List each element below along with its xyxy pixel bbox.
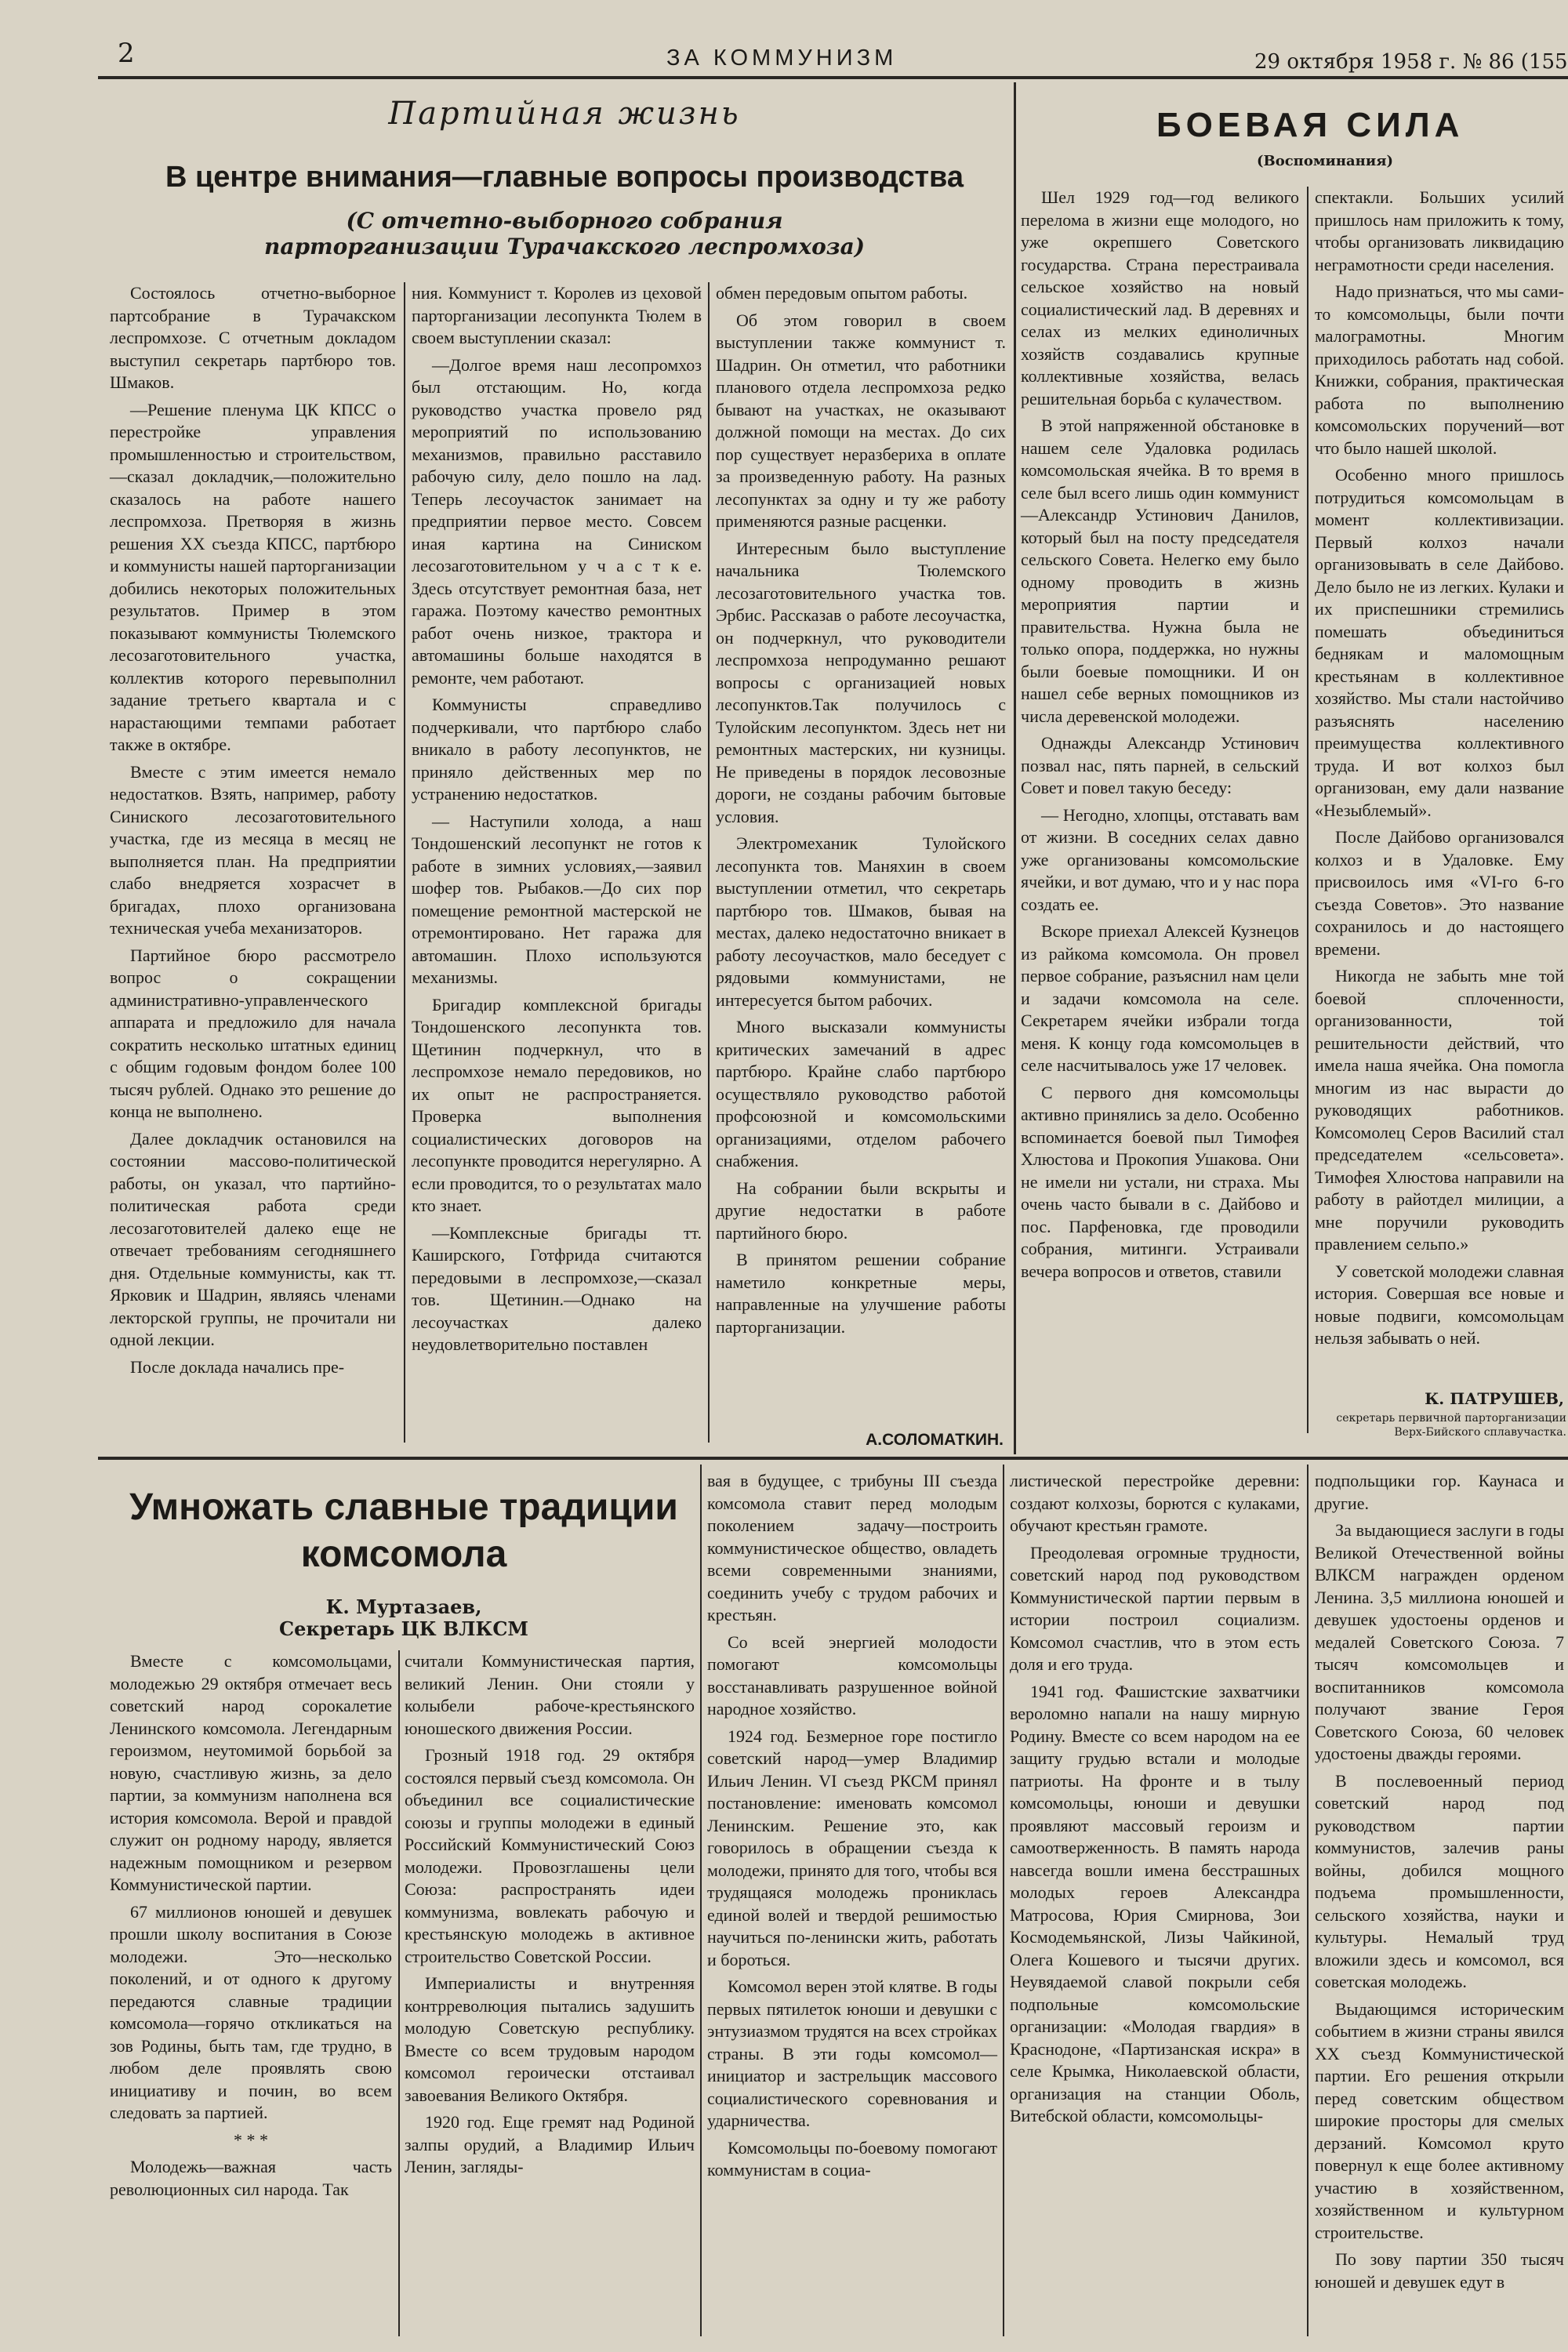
paragraph: —Комплексные бригады тт. Каширского, Готфрида считаются передовыми в леспромхозе,—сказал тов. Щетинин.—Однако на лесоучастках далеко неудовлетворительно поставлен [412,1222,702,1354]
paragraph: Состоялось отчетно-выборное партсобрание в Турачакском леспромхозе. С отчетным докладом выступил секретарь партбюро тов. Шмаков. [110,283,396,392]
rubric: Партийная жизнь [388,96,741,132]
paragraph: В этой напряженной обстановке в нашем селе Удаловка родилась комсомольская ячейка. В то время в селе был всего лишь один коммунист—Александр Устинович Данилов, который был на посту председателя сельского Совета. Нелегко ему было одному проводить в жизнь мероприятия партии и правительства. Нужна была не только опора, поддержка, но нужны были боевые помощники. И он нашел себе верных помощников из числа деревенской молодежи. [1021,416,1299,726]
section-rule [98,1457,1568,1460]
paragraph: Интересным было выступление начальника Тюлемского лесозаготовительного участка тов. Эрбис. Рассказав о работе лесоучастка, он подчеркнул, что руководители леспромхоза непродуманно решают вопросы с организацией новых лесопунктов.Так получилось с Тулойским лесопунктом. Здесь нет ни ремонтных мастерских, ни кузницы. Не приведены в порядок лесовозные дороги, не созданы рабочим бытовые условия. [716,538,1006,826]
paragraph: Никогда не забыть мне той боевой сплоченности, организованности, той решительности действий, что имела наша ячейка. Она помогла многим из нас вырасти до руководящих работников. Комсомолец Серов Василий стал председателем «сельсовета». Тимофея Хлюстова направили на работу в райотдел милиции, а мне поручили руководить правлением сельпо.» [1315,966,1564,1254]
paragraph: Об этом говорил в своем выступлении также коммунист т. Шадрин. Он отметил, что работники планового отдела леспромхоза редко бывают на участках, не оказывают должной помощи на местах. До сих пор существует неразбериха в оплате за произведенную работу. На разных лесопунктах за одну и ту же работу применяются разные расценки. [716,310,1006,531]
paragraph: — Негодно, хлопцы, отставать вам от жизни. В соседних селах давно уже организованы комсомольские ячейки, и вот думаю, что и у нас пора создать ее. [1021,804,1299,914]
paragraph: Комсомол верен этой клятве. В годы первых пятилеток юноши и девушки с энтузиазмом трудятся на всех стройках страны. В эти годы комсомол—инициатор и застрельщик массового социалистического соревнования и ударничества. [707,1976,997,2130]
paragraph: 67 миллионов юношей и девушек прошли школу воспитания в Союзе молодежи. Это—несколько поколений, и от одного к другому передаются славные традиции комсомола—горячо откликаться на зов Родины, быть там, где трудно, в любом деле проявлять свою инициативу и почин, во всем следовать за партией. [110,1901,392,2122]
column-rule [708,282,710,1443]
paragraph: 1920 год. Еще гремят над Родиной залпы орудий, а Владимир Ильич Ленин, загляды- [405,2112,695,2176]
column-rule [1307,1465,1308,2336]
bottom-column-4 [1010,1470,1300,2132]
memoir-headline: БОЕВАЯ СИЛА [1156,106,1465,144]
paragraph: Однажды Александр Устинович позвал нас, пять парней, в сельский Совет и повел такую беседу: [1021,733,1299,797]
issue-date: 29 октября 1958 г. № 86 (155 [1254,50,1568,74]
paragraph: С первого дня комсомольцы активно принялись за дело. Особенно вспоминается боевой пыл Тимофея Хлюстова и Прокопия Ушакова. Они не имели ни устали, ни страха. Мы очень часто бывали в с. Дайбово и пос. Парфеновка, где проводили собрания, митинги. Устраивали вечера вопросов и ответов, ставили [1021,1082,1299,1281]
bottom-column-5 [1315,1470,1564,2340]
column-rule [404,282,405,1443]
paragraph: В принятом решении собрание наметило конкретные меры, направленные на улучшение работы парторганизации. [716,1250,1006,1337]
paragraph: ния. Коммунист т. Королев из цеховой парторганизации лесопункта Тюлем в своем выступлении сказал: [412,283,702,347]
bottom-column-2 [405,1650,695,2183]
author-name: К. Муртазаев, [325,1595,482,1618]
paragraph: Преодолевая огромные трудности, советский народ под руководством Коммунистической партии первым в истории построил социализм. Комсомол счастлив, что в этом есть доля и его труда. [1010,1542,1300,1674]
separator: * * * [234,2129,268,2150]
paragraph: После Дайбово организовался колхоз и в Удаловке. Ему присвоилось имя «VI-го 6-го съезда Советов». Это название сохранилось и до настоящего времени. [1315,827,1564,959]
paragraph: В послевоенный период советский народ под руководством партии коммунистов, залечив раны войны, добился мощного подъема промышленности, сельского хозяйства, науки и культуры. Немалый труд вложили здесь и комсомол, вся советская молодежь. [1315,1770,1564,1991]
article-column-2 [412,282,702,1361]
paragraph: спектакли. Больших усилий пришлось нам приложить к тому, чтобы организовать ликвидацию неграмотности среди населения. [1315,187,1564,274]
paragraph: обмен передовым опытом работы. [716,283,968,303]
page-number: 2 [118,38,135,69]
paragraph: 1924 год. Безмерное горе постигло советский народ—умер Владимир Ильич Ленин. VI съезд РКСМ принял постановление: именовать комсомол Ленинским. Решение это, как говорилось в обращении съезда к молодежи, принято для того, чтобы вся трудящаяся молодежь прониклась единой волей и твердой решимостью научиться по-ленински жить, работать и бороться. [707,1726,997,1969]
paragraph: Шел 1929 год—год великого перелома в жизни еще молодого, но уже окрепшего Советского государства. Страна перестраивала сельское хозяйство на новый социалистический лад. В деревнях и селах из мелких единоличных хозяйств создавались крупные коллективные хозяйства, велась решительная борьба с кулачеством. [1021,187,1299,408]
paragraph: Молодежь—важная часть революционных сил народа. Так [110,2157,392,2199]
paragraph: 1941 год. Фашистские захватчики вероломно напали на нашу мирную Родину. Вместе со всем народом на ее защиту грудью встали и молодые патриоты. На фронте и в тылу комсомольцы, юноши и девушки проявляют массовый героизм и самоотверженность. В память народа навсегда вошли имена бесстрашных молодых героев Александра Матросова, Юрия Смирнова, Зои Космодемьянской, Лизы Чайкиной, Олега Кошевого и тысячи других. Неувядаемой славой покрыли себя подпольные комсомольские организации: «Молодая гвардия» в Краснодоне, «Партизанская искра» в селе Крымка, Николаевской области, организация на станции Оболь, Витебской области, комсомольцы- [1010,1681,1300,2125]
paragraph: Комсомольцы по-боевому помогают коммунистам в социа- [707,2137,997,2180]
paragraph: вая в будущее, с трибуны III съезда комсомола ставит перед молодым поколением задачу—построить коммунистическое общество, овладеть всеми современными знаниями, соединить учебу с трудом рабочих и крестьян. [707,1471,997,1624]
paragraph: На собрании были вскрыты и другие недостатки в работе партийного бюро. [716,1178,1006,1243]
article-signature: А.СОЛОМАТКИН. [866,1431,1004,1449]
memoir-subheadline: (Воспоминания) [1256,153,1394,169]
paragraph: Со всей энергией молодости помогают комсомольцы восстанавливать разрушенное войной народное хозяйство. [707,1632,997,1719]
paragraph: Электромеханик Тулойского лесопункта тов. Маняхин в своем выступлении отметил, что секретарь партбюро тов. Шмаков, бывая на местах, далеко недостаточно вникает в работу лесоучастков, мало беседует с рядовыми коммунистами, не интересуется бытом рабочих. [716,833,1006,1010]
bottom-column-3 [707,1470,997,2187]
paragraph: —Долгое время наш лесопромхоз был отстающим. Но, когда руководство участка провело ряд мероприятий по использованию механизмов, правильно расставило рабочую силу, дело пошло на лад. Теперь лесоучасток занимает на предприятии первое место. Совсем иная картина на Синиском лесозаготовительном у ч а с т к е. Здесь отсутствует ремонтная база, нет гаража. Поэтому качество ремонтных работ очень низкое, трактора и автомашины больше находятся в ремонте, чем работают. [412,354,702,688]
paragraph: — Наступили холода, а наш Тондошенский лесопункт не готов к работе в зимних условиях,—заявил шофер тов. Рыбаков.—До сих пор помещение ремонтной мастерской не отремонтировано. Нет гаража для автомашин. Плохо используются механизмы. [412,811,702,987]
paragraph: Вместе с комсомольцами, молодежью 29 октября отмечает весь советский народ сорокалетие Ленинского комсомола. Легендарным героизмом, неутомимой борьбой за новую, счастливую жизнь, за дело партии, за коммунизм наполнена вся история комсомола. Верой и правдой служит он родному народу, является надежным помощником и резервом Коммунистической партии. [110,1651,392,1894]
paragraph: У советской молодежи славная история. Совершая все новые и новые подвиги, комсомольцам нельзя забывать о ней. [1315,1261,1564,1348]
author-title: Секретарь ЦК ВЛКСМ [279,1617,528,1640]
bottom-column-1 [110,1650,392,2205]
paragraph: За выдающиеся заслуги в годы Великой Отечественной войны ВЛКСМ награжден орденом Ленина. 3,5 миллиона юношей и девушек удостоены орденов и медалей Советского Союза. 7 тысяч комсомольцев и воспитанников комсомола получают звание Героя Советского Союза, 60 человек удостоены дважды героями. [1315,1520,1564,1763]
paragraph: Империалисты и внутренняя контрреволюция пытались задушить молодую Советскую республику. Вместе со всем трудовым народом комсомол героически отстаивал завоевания Великого Октября. [405,1973,695,2105]
section-divider [1014,82,1016,1454]
paragraph: подпольщики гор. Каунаса и другие. [1315,1471,1564,1513]
paragraph: Вскоре приехал Алексей Кузнецов из райкома комсомола. Он провел первое собрание, разъяснил нам цели и задачи комсомола на селе. Секретарем ячейки избрали тогда меня. К концу года комсомольцев в селе насчитывалось уже 17 человек. [1021,921,1299,1075]
paragraph: листической перестройке деревни: создают колхозы, борются с кулаками, обучают крестьян грамоте. [1010,1471,1300,1535]
paragraph: Партийное бюро рассмотрело вопрос о сокращении административно-управленческого аппарата и предложило для начала сократить несколько штатных единиц с общим годовым фондом более 100 тысяч рублей. Однако это решение до конца не выполнено. [110,945,396,1121]
column-rule [700,1465,702,2336]
column-rule [1307,187,1308,1433]
bottom-headline-line-2: комсомола [300,1534,507,1575]
article-column-3 [716,282,1006,1343]
paragraph: Коммунисты справедливо подчеркивали, что партбюро слабо вникало в работу лесопунктов, не приняло действенных мер по устранению недостатков. [412,695,702,804]
newspaper-title: ЗА КОММУНИЗМ [666,45,898,71]
paragraph: По зову партии 350 тысяч юношей и девушек едут в [1315,2249,1564,2292]
paragraph: —Решение пленума ЦК КПСС о перестройке управления промышленностью и строительством,—сказал докладчик,—положительно сказалось на работе нашего леспромхоза. Претворяя в жизнь решения XX съезда КПСС, партбюро и коммунисты нашей парторганизации добились некоторых положительных результатов. Пример в этом показывают коммунисты Тюлемского лесозаготовительного участка, коллектив которого перевыполнил задание третьего квартала и с нарастающими темпами работает также в октябре. [110,399,396,754]
memoir-signature: К. ПАТРУШЕВ, [1425,1389,1564,1408]
article-column-1 [110,282,396,1383]
bottom-headline-line-1: Умножать славные традиции [129,1486,678,1528]
memoir-column-1 [1021,187,1299,1287]
paragraph: Много высказали коммунисты критических замечаний в адрес партбюро. Крайне слабо партбюро осуществляло руководство работой профсоюзной и комсомольскими организациями, отделом рабочего снабжения. [716,1017,1006,1171]
paragraph: Особенно много пришлось потрудиться комсомольцам в момент коллективизации. Первый колхоз начали организовывать в селе Дайбово. Дело было не из легких. Кулаки и их приспешники стремились помешать объединиться беднякам и маломощным крестьянам в коллективное хозяйство. Мы стали настойчиво разъяснять населению преимущества коллективного труда. И вот колхоз был организован, ему дали название «Незыблемый». [1315,465,1564,820]
paragraph: Бригадир комплексной бригады Тондошенского лесопункта тов. Щетинин подчеркнул, что в леспромхозе немало передовиков, но их опыт не распространяется. Проверка выполнения социалистических договоров на лесопункте проводится нерегулярно. А если проводится, то о результатах мало кто знает. [412,994,702,1215]
column-rule [398,1650,400,2336]
article-subheadline: (С отчетно-выборного собрания парторганизации Турачакского леспромхоза) [263,208,866,260]
paragraph: Надо признаться, что мы сами-то комсомольцы, были почти малограмотны. Многим приходилось работать над собой. Книжки, собрания, практическая работа по выполнению комсомольских поручений—вот что было нашей школой. [1315,281,1564,458]
paragraph: Далее докладчик остановился на состоянии массово-политической работы, он указал, что партийно-политическая работа среди лесозаготовителей далеко еще не отвечает требованиям сегодняшнего дня. Отдельные коммунисты, как тт. Ярковик и Шадрин, являясь членами лекторской группы, не прочитали ни одной лекции. [110,1128,396,1349]
paragraph: Выдающимся историческим событием в жизни страны явился XX съезд Коммунистической партии. Его решения открыли перед советским обществом широкие просторы для смелых дерзаний. Комсомол круто повернул к еще более активному участию в хозяйственном, хозяйственном и культурном строительстве. [1315,1998,1564,2242]
memoir-column-2 [1315,187,1564,1433]
paragraph: После доклада начались пре- [130,1356,345,1377]
article-headline: В центре внимания—главные вопросы производства [165,161,964,194]
paragraph: считали Коммунистическая партия, великий Ленин. Они стояли у колыбели рабоче-крестьянского юношеского движения России. [405,1651,695,1738]
memoir-signature-note: секретарь первичной парторганизации Верх-Бийского сплавучастка. [1336,1412,1566,1439]
paragraph: Грозный 1918 год. 29 октября состоялся первый съезд комсомола. Он объединил все социалистические союзы и группы молодежи в единый Российский Коммунистический Союз молодежи. Провозглашены цели Союза: распространять идеи коммунизма, вовлекать рабочую и крестьянскую молодежь в активное строительство Советской России. [405,1745,695,1966]
column-rule [1003,1465,1004,2336]
paragraph: Вместе с этим имеется немало недостатков. Взять, например, работу Синиского лесозаготовительного участка, где из месяца в месяц не выполняется план. На предприятии слабо внедряется хозрасчет в бригадах, плохо организована техническая учеба механизаторов. [110,761,396,938]
masthead-rule [98,76,1568,79]
